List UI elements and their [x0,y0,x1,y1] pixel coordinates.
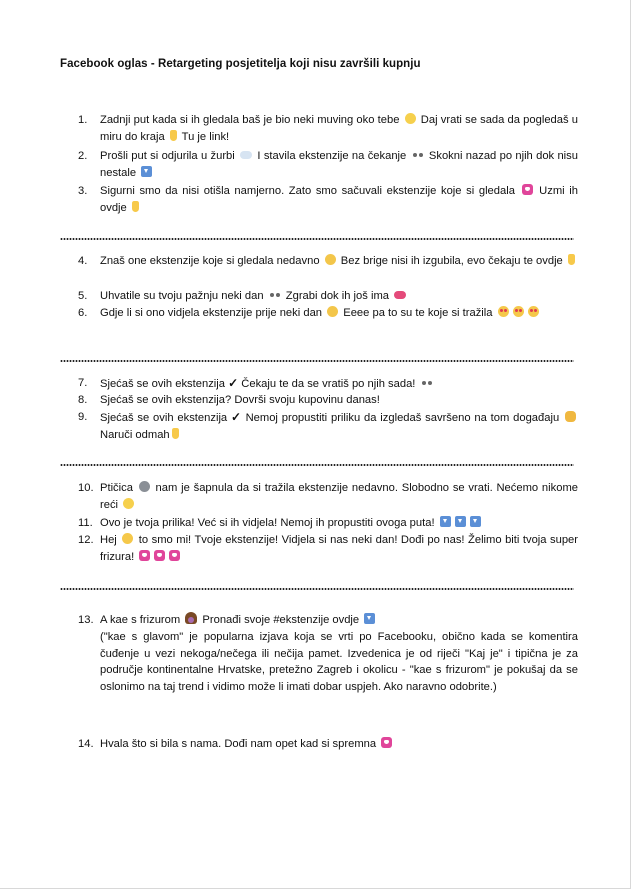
item-text: A kae s frizurom [100,614,184,626]
checkmark-icon: ✓ [230,410,242,424]
item-text: Hvala što si bila s nama. Dođi nam opet kad si spremna [100,738,380,750]
dotted-separator [60,463,574,467]
down-arrow-icon [455,516,466,527]
pointing-down-hand-icon [170,130,177,141]
item-text: Ovo je tvoja prilika! Već si ih vidjela! Nemoj ih propustiti ovoga puta! [100,517,438,529]
heart-eyes-icon [498,306,509,317]
item-text: Zgrabi dok ih još ima [282,290,393,302]
list-item-10 [78,480,578,514]
item-text: Sjećaš se ovih ekstenzija? Dovrši svoju kupovinu danas! [100,394,380,406]
heart-icon [169,550,180,561]
eyes-icon [421,377,433,388]
item-text: Uhvatile su tvoju pažnju neki dan [100,290,267,302]
item-note: ("kae s glavom" je popularna izjava koja se vrti po Facebooku, obično kada se komentira čuđenje u vezi nekoga/nečega ili nečija pamet. Izvedenica je od riječi "Kaj je" i tipična je za područje kontinentalne Hrvatske, pretežno Zagreb i okolicu - "kae s frizurom" je pokušaj da se oslonimo na taj trend i vidimo može li imati dobar uspjeh. Ako naravno odobrite.) [100,630,578,694]
list-item-8 [78,392,578,409]
lipstick-icon [394,291,406,299]
list-item-11 [78,515,578,532]
heart-eyes-icon [513,306,524,317]
item-text: Naruči odmah [100,428,170,441]
list-item-1 [78,112,578,146]
list-item-3 [78,183,578,217]
dash-cloud-icon [240,151,252,159]
heart-icon [381,737,392,748]
heart-icon [154,550,165,561]
item-text: Prošli put si odjurila u žurbi [100,150,239,162]
item-text: Skokni nazad po njih dok nisu nestale [100,150,578,179]
dotted-separator [60,359,574,363]
eyes-icon [412,149,424,160]
item-text: Uzmi ih ovdje [100,185,578,214]
item-number: 3. [78,185,88,197]
list-item-5 [78,288,578,305]
item-text: Sigurni smo da nisi otišla namjerno. Zato smo sačuvali ekstenzije koje si gledala [100,185,520,197]
item-number: 11. [78,517,93,529]
list-item-6 [78,305,578,322]
smiling-face-icon [123,498,134,509]
down-arrow-icon [141,166,152,177]
list-item-4 [78,253,578,270]
item-number: 9. [78,411,88,423]
dotted-separator [60,587,574,591]
item-text: Tu je link! [178,130,230,143]
item-text: Sjećaš se ovih ekstenzija [100,412,231,424]
item-number: 6. [78,307,88,319]
down-arrow-icon [470,516,481,527]
eyes-icon [269,289,281,300]
item-text: Pronađi svoje #ekstenzije ovdje [199,614,363,626]
list-item-12 [78,532,578,566]
item-number: 4. [78,255,88,267]
list-item-2 [78,148,578,182]
item-text: I stavila ekstenzije na čekanje [254,150,410,162]
item-number: 14. [78,738,94,750]
item-text: Hej [100,534,121,546]
item-number: 12. [78,534,94,546]
bird-icon [139,481,150,492]
item-text: nam je šapnula da si tražila ekstenzije nedavno. Slobodno se vrati. Nećemo nikome reći [100,482,578,511]
document-title: Facebook oglas - Retargeting posjetitelja koji nisu završili kupnju [60,58,421,70]
clapping-hands-icon [565,411,576,422]
down-arrow-icon [440,516,451,527]
thinking-face-icon [327,306,338,317]
item-number: 5. [78,290,88,302]
item-text: Gdje li si ono vidjela ekstenzije prije neki dan [100,307,326,319]
item-number: 7. [78,377,88,389]
item-text: to smo mi! Tvoje ekstenzije! Vidjela si nas neki dan! Dođi po nas! Želimo biti tvoja super frizura! [100,534,578,563]
checkmark-icon: ✓ [228,376,239,390]
pointing-down-hand-icon [568,254,575,265]
list-item-13 [78,612,578,696]
item-text: Eeee pa to su te koje si tražila [340,307,496,319]
heart-icon [522,184,533,195]
item-text: Čekaju te da se vratiš po njih sada! [238,378,419,390]
item-number: 2. [78,150,88,162]
heart-eyes-icon [528,306,539,317]
pointing-down-hand-icon [132,201,139,212]
pointing-down-hand-icon [172,428,179,439]
down-arrow-icon [364,613,375,624]
item-text: Ptičica [100,482,137,494]
heart-icon [139,550,150,561]
item-text: Zadnji put kada si ih gledala baš je bio neki muving oko tebe [100,114,403,126]
item-text: Znaš one ekstenzije koje si gledala nedavno [100,255,323,267]
item-number: 1. [78,114,88,126]
item-text: Bez brige nisi ih izgubila, evo čekaju te ovdje [337,255,566,267]
list-item-14 [78,736,578,753]
list-item-9 [78,409,578,444]
smiling-face-icon [405,113,416,124]
list-item-7 [78,375,578,393]
item-number: 10. [78,482,94,494]
item-number: 13. [78,614,94,626]
item-text: Nemoj propustiti priliku da izgledaš savršeno na tom događaju [241,412,563,424]
item-text: Daj vrati se sada da pogledaš u miru do kraja [100,114,578,143]
woman-facepalm-icon [185,612,197,624]
dotted-separator [60,237,574,241]
item-text: Sjećaš se ovih ekstenzija [100,378,229,390]
item-number: 8. [78,394,88,406]
grinning-face-icon [122,533,133,544]
thinking-face-icon [325,254,336,265]
